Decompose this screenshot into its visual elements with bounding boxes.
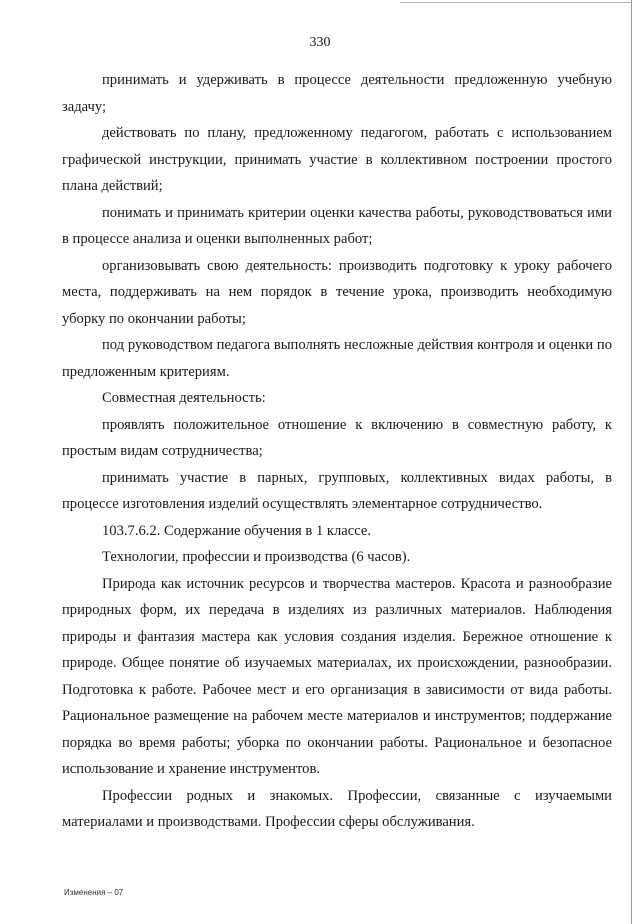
page-number: 330 bbox=[309, 35, 331, 50]
paragraph-1: принимать и удерживать в процессе деятельности предложенную учебную задачу; bbox=[62, 72, 612, 115]
scan-edge-top bbox=[400, 2, 631, 3]
scan-edge-right bbox=[631, 0, 632, 924]
paragraph-9-section: 103.7.6.2. Содержание обучения в 1 классе. bbox=[102, 522, 371, 539]
paragraph-2: действовать по плану, предложенному педагогом, работать с использованием графической инструкции, принимать участие в коллективном построении простого плана действий; bbox=[62, 125, 612, 194]
paragraph-5: под руководством педагога выполнять несложные действия контроля и оценки по предложенным критериям. bbox=[62, 337, 612, 380]
body-text bbox=[62, 67, 612, 836]
paragraph-3: понимать и принимать критерии оценки качества работы, руководствоваться ими в процессе анализа и оценки выполненных работ; bbox=[62, 204, 612, 247]
paragraph-10-subsection: Технологии, профессии и производства (6 часов). bbox=[102, 549, 411, 565]
paragraph-11: Природа как источник ресурсов и творчества мастеров. Красота и разнообразие природных форм, их передача в изделиях из различных материалов. Наблюдения природы и фантазия мастера как условия создания изделия. Бережное отношение к природе. Общее понятие об изучаемых материалах, их происхождении, разнообразии. Подготовка к работе. Рабочее мест и его организация в зависимости от вида работы. Рациональное размещение на рабочем месте материалов и инструментов; поддержание порядка во время работы; уборка по окончании работы. Рациональное и безопасное использование и хранение инструментов. bbox=[62, 575, 612, 777]
paragraph-6-heading: Совместная деятельность: bbox=[102, 390, 266, 406]
footer-revision-note: Изменения – 07 bbox=[64, 888, 124, 897]
paragraph-8: принимать участие в парных, групповых, коллективных видах работы, в процессе изготовления изделий осуществлять элементарное сотрудничество. bbox=[62, 469, 612, 512]
paragraph-12: Профессии родных и знакомых. Профессии, связанные с изучаемыми материалами и производствами. Профессии сферы обслуживания. bbox=[62, 787, 612, 830]
paragraph-4: организовывать свою деятельность: производить подготовку к уроку рабочего места, поддерживать на нем порядок в течение урока, производить необходимую уборку по окончании работы; bbox=[62, 257, 612, 327]
paragraph-7: проявлять положительное отношение к включению в совместную работу, к простым видам сотрудничества; bbox=[62, 416, 612, 459]
